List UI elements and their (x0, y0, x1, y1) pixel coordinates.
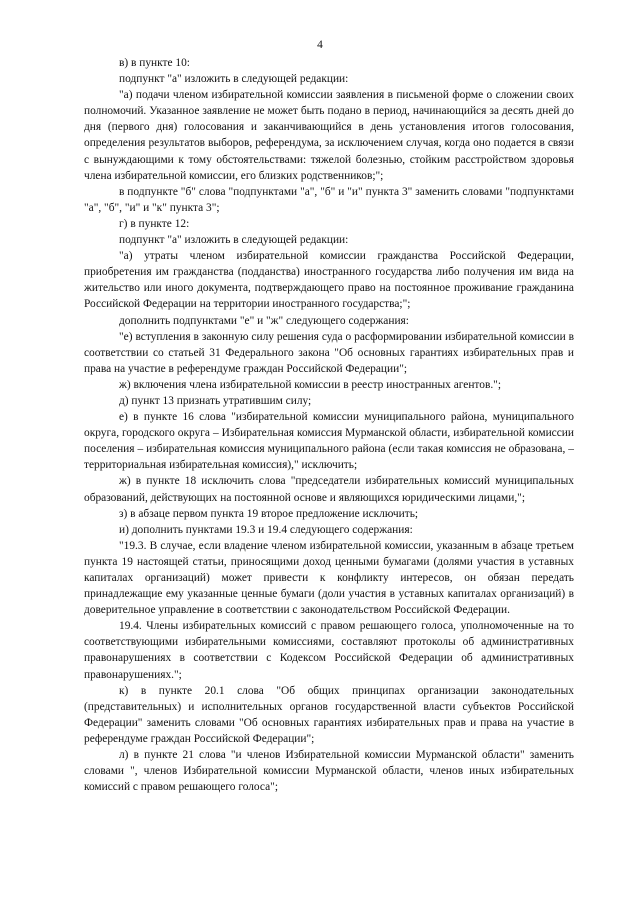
paragraph: л) в пункте 21 слова "и членов Избирательной комиссии Мурманской области" заменить словами ", членов Избирательной комиссии Мурманской области, членов иных избирательных комиссий с правом решающего голоса"; (84, 749, 574, 794)
paragraph: подпункт "а" изложить в следующей редакции: (119, 73, 349, 86)
paragraph: "а) подачи членом избирательной комиссии заявления в письменой форме о сложении своих полномочий. Указанное заявление не может быть подано в период, начинающийся за десять дней до дня (первого дня) голосования и заканчивающийся в день установления итогов голосования, определения результатов выборов, референдума, за исключением случая, когда оно подается в связи с вынуждающими к тому обстоятельствами: тяжелой болезнью, стойким расстройством здоровья члена избирательной комиссии, его близких родственников;"; (84, 89, 574, 182)
paragraph: г) в пункте 12: (119, 217, 190, 230)
paragraph: з) в абзаце первом пункта 19 второе предложение исключить; (119, 507, 419, 520)
paragraph: ж) в пункте 18 исключить слова "председатели избирательных комиссий муниципальных образований, действующих на постоянной основе и являющихся юридическими лицами,"; (84, 475, 574, 504)
paragraph: дополнить подпунктами "е" и "ж" следующего содержания: (119, 314, 409, 327)
page-number: 4 (317, 39, 323, 51)
paragraph: в) в пункте 10: (119, 57, 190, 69)
paragraph: в подпункте "б" слова "подпунктами "а", "б" и "и" пункта 3" заменить словами "подпунктами "а", "б", "и" и "к" пункта 3"; (84, 185, 574, 214)
paragraph: к) в пункте 20.1 слова "Об общих принципах организации законодательных (представительных) и исполнительных органов государственной власти субъектов Российской Федерации" заменить словами "Об основных гарантиях избирательных прав и права на участие в референдуме граждан Российской Федерации"; (84, 684, 574, 745)
paragraph: 19.4. Члены избирательных комиссий с правом решающего голоса, уполномоченные на то соответствующими избирательными комиссиями, составляют протоколы об административных правонарушениях в соответствии с Кодексом Российской Федерации об административных правонарушениях."; (84, 620, 574, 681)
document-body (84, 55, 574, 795)
paragraph: подпункт "а" изложить в следующей редакции: (119, 234, 349, 247)
paragraph: е) в пункте 16 слова "избирательной комиссии муниципального района, муниципального округа, городского округа – Избирательная комиссия Мурманской области, избирательной комиссии поселения – избирательная комиссия муниципального района (если такая комиссия не образована, – территориальная избирательная комиссия)," исключить; (84, 411, 574, 472)
paragraph: д) пункт 13 признать утратившим силу; (119, 394, 312, 407)
paragraph: ж) включения члена избирательной комиссии в реестр иностранных агентов."; (119, 378, 501, 391)
paragraph: "а) утраты членом избирательной комиссии гражданства Российской Федерации, приобретения им гражданства (подданства) иностранного государства либо получения им вида на жительство или иного документа, подтверждающего право на постоянное проживание гражданина Российской Федерации на территории иностранного государства;"; (84, 250, 574, 311)
paragraph: "е) вступления в законную силу решения суда о расформировании избирательной комиссии в соответствии со статьей 31 Федерального закона "Об основных гарантиях избирательных прав и права на участие в референдуме граждан Российской Федерации"; (84, 330, 574, 375)
paragraph: и) дополнить пунктами 19.3 и 19.4 следующего содержания: (119, 523, 413, 536)
paragraph: "19.3. В случае, если владение членом избирательной комиссии, указанным в абзаце третьем пункта 19 настоящей статьи, приносящими доход ценными бумагами (долями участия в уставных капиталах организаций) может привести к конфликту интересов, он обязан передать принадлежащие ему указанные ценные бумаги (доли участия в уставных капиталах организаций) в доверительное управление в соответствии с законодательством Российской Федерации. (84, 539, 574, 617)
